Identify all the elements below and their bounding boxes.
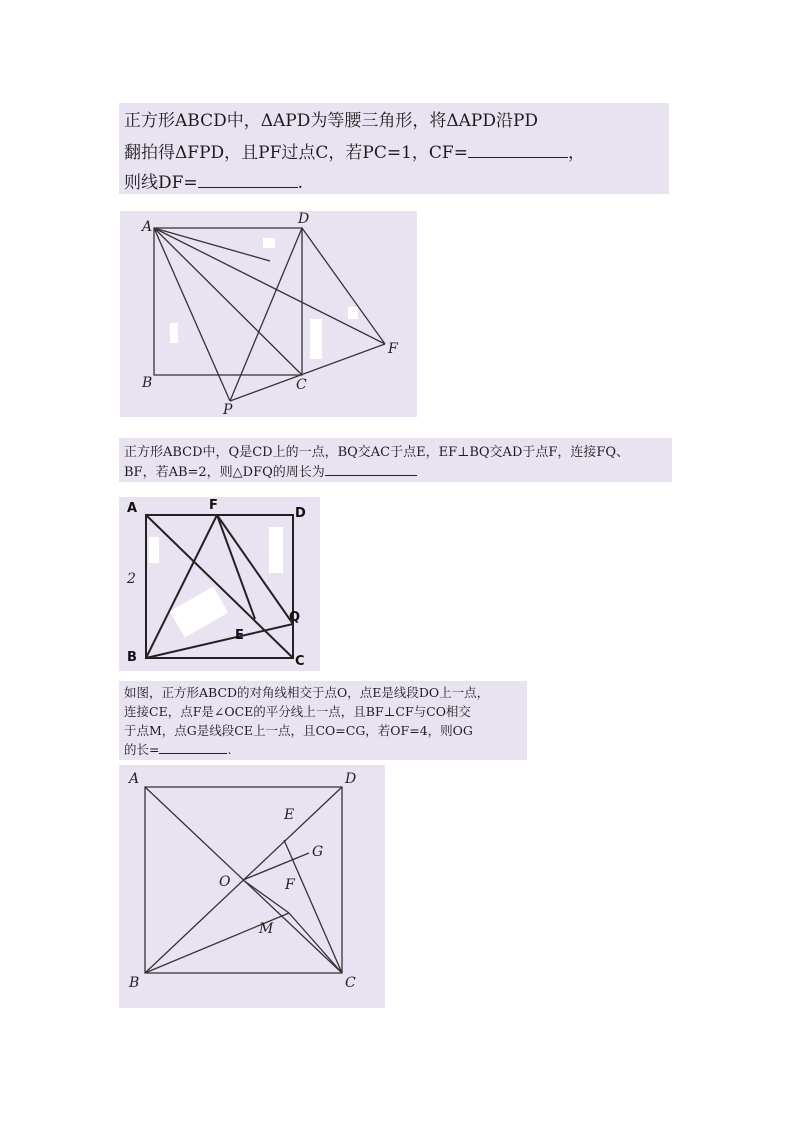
scan-blot [170,323,178,343]
label-e: E [235,628,244,643]
label-f: F [388,341,398,357]
label-c: C [295,654,305,669]
segment-bf [146,515,217,658]
label-f: F [285,877,295,893]
scan-blot [310,319,322,359]
label-d: D [298,211,310,227]
label-f: F [209,498,218,513]
problem1-line3 [124,168,303,193]
problem1-figure [120,211,417,417]
label-p: P [223,402,233,417]
segment-cf [289,913,342,973]
problem1-line2-end: ， [567,143,585,163]
problem3-line1: 如图，正方形ABCD的对角线相交于点O，点E是线段DO上一点， [124,685,490,700]
answer-blank-perimeter[interactable] [325,475,417,476]
scan-blot [348,307,358,319]
answer-blank-df[interactable] [198,187,298,188]
scan-blot [269,527,283,573]
problem2-figure [119,497,320,671]
segment-pf [230,344,385,401]
label-a: A [129,771,140,787]
problem3-line4-text: 的长= [124,742,160,757]
problem3-line2: 连接CE，点F是∠OCE的平分线上一点，且BF⊥CF与CO相交 [124,704,471,719]
label-g: G [312,844,324,860]
label-d: D [295,506,306,521]
problem1-line2 [124,138,585,163]
problem1-line3-end: . [297,173,304,193]
label-m: M [259,921,274,937]
scan-blot [263,238,275,248]
problem1-line1: 正方形ABCD中，ΔAPD为等腰三角形，将ΔAPD沿PD [124,111,539,131]
problem2-line2-text: BF，若AB=2，则△DFQ的周长为 [124,465,325,480]
label-c: C [345,975,356,991]
segment-ac [154,228,302,375]
label-c: C [296,377,307,393]
answer-blank-og[interactable] [159,753,227,754]
label-o: O [219,874,231,890]
label-e: E [284,807,295,823]
label-q: Q [289,610,301,625]
label-b: B [129,975,140,991]
problem2-line1: 正方形ABCD中，Q是CD上的一点，BQ交AC于点E，EF⊥BQ交AD于点F，连接FQ、 [124,445,630,460]
label-side-length: 2 [127,571,136,587]
answer-blank-cf[interactable] [468,157,568,158]
label-d: D [345,771,357,787]
problem3-line4-end: . [227,742,232,757]
scan-blot [149,537,159,563]
problem3-line4 [124,740,231,758]
label-a: A [127,501,138,516]
problem3-figure [119,765,385,1008]
problem2-line2 [124,461,417,480]
label-b: B [127,650,137,665]
problem1-line3-text: 则线DF= [124,173,198,193]
segment-bq [146,624,293,658]
problem3-line3: 于点M，点G是线段CE上一点，且CO=CG，若OF=4，则OG [124,723,473,738]
segment-of [243,880,289,913]
label-a: A [142,219,153,235]
problem1-line2-text: 翻拍得ΔFPD，且PF过点C，若PC=1，CF= [124,143,468,163]
label-b: B [142,375,153,391]
